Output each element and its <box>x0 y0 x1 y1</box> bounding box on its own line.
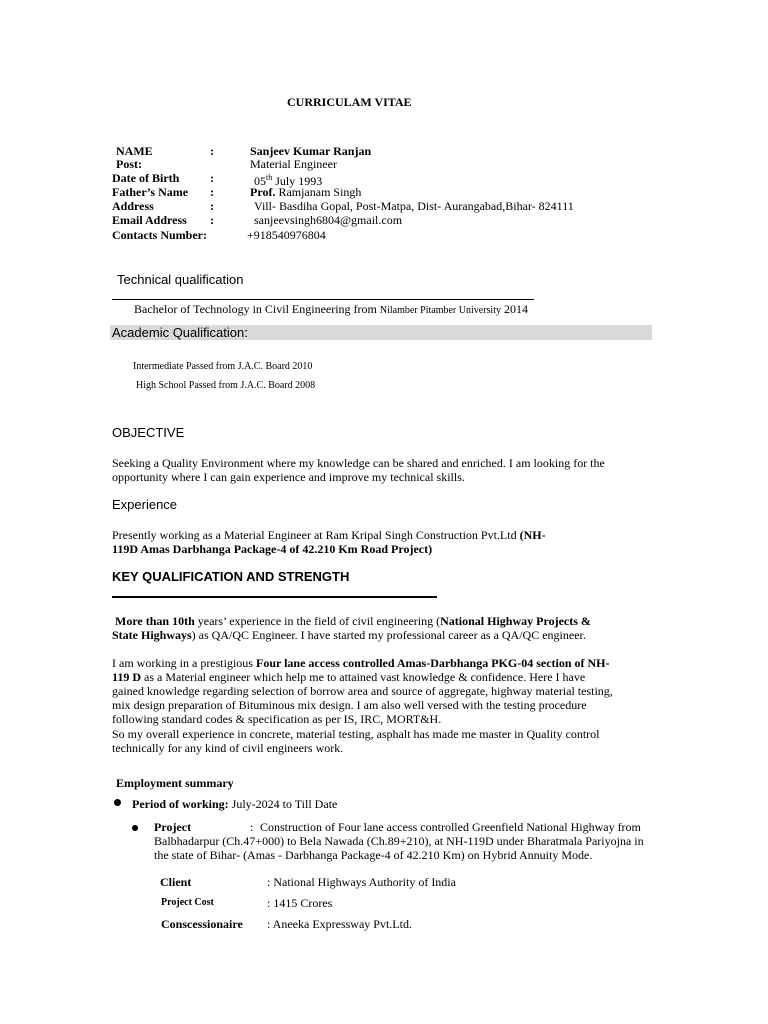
period-value: July-2024 to Till Date <box>228 797 338 811</box>
dob-rest: July 1993 <box>272 174 323 188</box>
client-value: : National Highways Authority of India <box>267 875 456 889</box>
technical-degree <box>134 302 528 317</box>
key-section: Four lane access controlled Amas-Darbhanga PKG-04 section of NH-119 D <box>112 656 610 684</box>
bullet-icon <box>114 799 121 806</box>
divider <box>112 596 437 598</box>
father-row <box>112 185 672 199</box>
email-row <box>112 213 672 227</box>
concessionaire-label: Conscessionaire <box>161 917 243 931</box>
email-label: Email Address <box>112 213 187 227</box>
key-paragraph-2 <box>112 656 614 726</box>
address-label: Address <box>112 199 154 213</box>
period-label: Period of working: <box>132 797 229 811</box>
project-description: Construction of Four lane access controlled Greenfield National Highway from Balbhadarpur (Ch.47+000) to Bela Nawada (Ch.89+210), at NH-119D under Bharatmala Pariyojna in the state of Bihar- (Amas - Darbhanga Package-4 of 42.210 Km) on Hybrid Annuity Mode. <box>154 820 644 862</box>
experience-company: Presently working as a Material Engineer at Ram Kripal Singh Construction Pvt.Ltd <box>112 528 520 542</box>
key-paragraph-3: So my overall experience in concrete, material testing, asphalt has made me master in Quality control technically for any kind of civil engineers work. <box>112 727 600 755</box>
key-text: as a Material engineer which help me to attained vast knowledge & confidence. Here I have gained knowledge regarding selection of borrow area and source of aggregate, highway material testing, mix design preparation of Bituminous mix design. I am also well versed with the testing procedure following standard codes & specification as per IS, IRC, MORT&H. <box>112 670 613 726</box>
name-label: NAME <box>116 144 153 158</box>
key-text: I am working in a prestigious <box>112 656 256 670</box>
email-value: sanjeevsingh6804@gmail.com <box>254 213 403 227</box>
degree-text: Bachelor of Technology in Civil Engineering from <box>134 302 380 316</box>
colon: : <box>210 144 214 158</box>
cost-value: : 1415 Crores <box>267 896 333 910</box>
client-label: Client <box>160 875 192 889</box>
post-row <box>112 157 672 171</box>
father-label: Father’s Name <box>112 185 189 199</box>
cost-label: Project Cost <box>161 897 214 908</box>
academic-heading: Academic Qualification: <box>112 325 248 340</box>
experience-heading: Experience <box>112 497 178 512</box>
objective-heading: OBJECTIVE <box>112 425 185 440</box>
technical-heading: Technical qualification <box>117 272 244 287</box>
concessionaire-value: : Aneeka Expressway Pvt.Ltd. <box>267 917 412 931</box>
university-name: Nilamber Pitamber University <box>379 305 501 316</box>
key-text: ) as QA/QC Engineer. I have started my professional career as a QA/QC engineer. <box>191 628 586 642</box>
concessionaire-row <box>160 917 640 931</box>
dob-row <box>112 171 672 188</box>
employment-heading: Employment summary <box>116 776 234 790</box>
colon: : <box>210 185 214 199</box>
contact-value: +918540976804 <box>247 228 326 242</box>
colon: : <box>210 199 214 213</box>
contact-label: Contacts Number: <box>112 228 207 242</box>
colon: : <box>210 213 214 227</box>
project-label: Project <box>154 820 192 834</box>
key-text: years’ experience in the field of civil engineering ( <box>194 614 441 628</box>
post-value: Material Engineer <box>250 157 337 171</box>
cost-row <box>160 896 640 910</box>
period-row <box>132 797 337 812</box>
bullet-icon <box>132 825 138 831</box>
dob-day: 05 <box>254 174 266 188</box>
post-label: Post: <box>116 157 142 171</box>
academic-item: Intermediate Passed from J.A.C. Board 2010 <box>133 361 313 372</box>
experience-project: (NH-119D Amas Darbhanga Package-4 of 42.210 Km Road Project) <box>112 528 546 556</box>
document-title: CURRICULAM VITAE <box>287 95 412 109</box>
colon: : <box>210 171 214 185</box>
degree-year: 2014 <box>500 302 528 316</box>
father-name: Ramjanam Singh <box>275 185 362 199</box>
address-value: Vill- Basdiha Gopal, Post-Matpa, Dist- Aurangabad,Bihar- 824111 <box>254 199 574 213</box>
dob-label: Date of Birth <box>112 171 180 185</box>
divider <box>112 299 534 300</box>
name-value: Sanjeev Kumar Ranjan <box>250 144 372 158</box>
academic-item: High School Passed from J.A.C. Board 2008 <box>136 380 316 391</box>
project-colon: : <box>250 820 254 834</box>
key-heading: KEY QUALIFICATION AND STRENGTH <box>112 569 350 584</box>
experience-text <box>112 528 562 556</box>
key-projects: National Highway Projects & State Highways <box>112 614 591 642</box>
dob-sup: th <box>266 173 273 182</box>
father-prefix: Prof. <box>250 185 276 199</box>
contact-row <box>112 228 672 242</box>
name-row <box>112 144 672 158</box>
key-years: More than 10th <box>115 614 195 628</box>
objective-text: Seeking a Quality Environment where my knowledge can be shared and enriched. I am looking for the opportunity where I can gain experience and improve my technical skills. <box>112 456 605 484</box>
father-value <box>250 185 361 199</box>
key-paragraph-1 <box>112 614 592 642</box>
address-row <box>112 199 672 213</box>
client-row <box>160 875 640 889</box>
